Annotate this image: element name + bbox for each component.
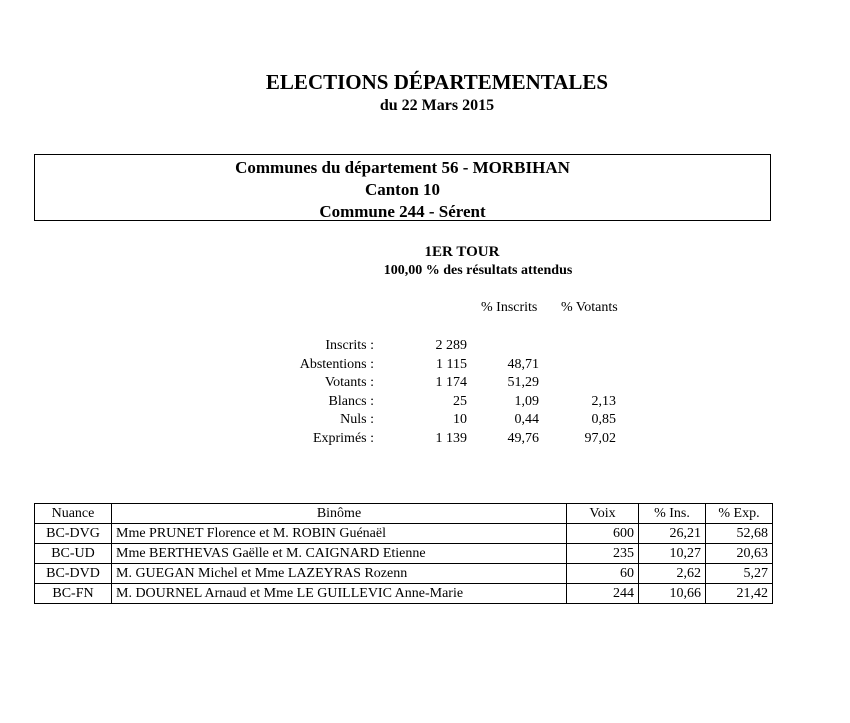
cell-pct-exp: 21,42 — [706, 584, 773, 604]
stat-pct-inscrits: 51,29 — [507, 375, 539, 390]
cell-nuance: BC-UD — [35, 544, 112, 564]
cell-nuance: BC-FN — [35, 584, 112, 604]
stat-pct-votants: 2,13 — [591, 393, 616, 409]
stat-value: 10 — [453, 412, 467, 427]
header-pct-exp: % Exp. — [706, 504, 773, 524]
table-row — [35, 524, 773, 544]
commune-box — [34, 154, 771, 221]
stat-label: Votants : — [324, 375, 374, 390]
stat-row-nuls — [0, 412, 850, 431]
cell-voix: 60 — [567, 564, 639, 584]
cell-binome: M. DOURNEL Arnaud et Mme LE GUILLEVIC Anne-Marie — [112, 584, 567, 604]
cell-pct-ins: 2,62 — [639, 564, 706, 584]
cell-binome: Mme PRUNET Florence et M. ROBIN Guénaël — [112, 524, 567, 544]
pct-inscrits-header: % Inscrits — [481, 300, 538, 315]
commune-label: Commune 244 - Sérent — [319, 202, 486, 221]
cell-pct-ins: 10,66 — [639, 584, 706, 604]
results-table — [34, 503, 773, 604]
cell-voix: 235 — [567, 544, 639, 564]
election-date: du 22 Mars 2015 — [379, 97, 495, 114]
cell-pct-exp: 20,63 — [706, 544, 773, 564]
table-row — [35, 544, 773, 564]
stat-value: 1 174 — [435, 375, 467, 390]
stat-value: 1 115 — [436, 356, 467, 372]
cell-voix: 600 — [567, 524, 639, 544]
cell-binome: M. GUEGAN Michel et Mme LAZEYRAS Rozenn — [112, 564, 567, 584]
stat-value: 25 — [453, 393, 467, 409]
cell-pct-exp: 52,68 — [706, 524, 773, 544]
stat-value: 2 289 — [435, 338, 467, 353]
page-title: ELECTIONS DÉPARTEMENTALES — [265, 70, 609, 94]
header-pct-ins: % Ins. — [639, 504, 706, 524]
stat-label: Inscrits : — [325, 338, 374, 353]
stat-row-votants — [0, 375, 850, 394]
results-expected-label: 100,00 % des résultats attendus — [383, 263, 573, 278]
pct-votants-header: % Votants — [561, 300, 618, 315]
cell-nuance: BC-DVD — [35, 564, 112, 584]
cell-voix: 244 — [567, 584, 639, 604]
stat-label: Nuls : — [340, 412, 374, 427]
cell-nuance: BC-DVG — [35, 524, 112, 544]
stat-pct-inscrits: 1,09 — [514, 393, 539, 409]
stat-label: Exprimés : — [312, 430, 374, 446]
stat-row-exprimes — [0, 431, 850, 450]
stat-label: Blancs : — [328, 393, 374, 409]
stat-row-abstentions — [0, 357, 850, 376]
stat-row-blancs — [0, 394, 850, 413]
stat-label: Abstentions : — [299, 356, 374, 372]
departement-label: Communes du département 56 - MORBIHAN — [235, 158, 570, 177]
stat-value: 1 139 — [435, 430, 467, 446]
stat-pct-votants: 0,85 — [591, 412, 616, 427]
stat-pct-votants: 97,02 — [584, 430, 616, 446]
stat-pct-inscrits: 0,44 — [514, 412, 539, 427]
header-nuance: Nuance — [35, 504, 112, 524]
header-binome: Binôme — [112, 504, 567, 524]
tour-label: 1ER TOUR — [424, 244, 500, 260]
cell-pct-exp: 5,27 — [706, 564, 773, 584]
results-header-row — [35, 504, 773, 524]
cell-pct-ins: 10,27 — [639, 544, 706, 564]
stat-row-inscrits — [0, 338, 850, 357]
cell-pct-ins: 26,21 — [639, 524, 706, 544]
table-row — [35, 564, 773, 584]
stat-pct-inscrits: 49,76 — [507, 430, 539, 446]
canton-label: Canton 10 — [364, 180, 441, 199]
cell-binome: Mme BERTHEVAS Gaëlle et M. CAIGNARD Etienne — [112, 544, 567, 564]
header-voix: Voix — [567, 504, 639, 524]
table-row — [35, 584, 773, 604]
stat-pct-inscrits: 48,71 — [507, 356, 539, 372]
